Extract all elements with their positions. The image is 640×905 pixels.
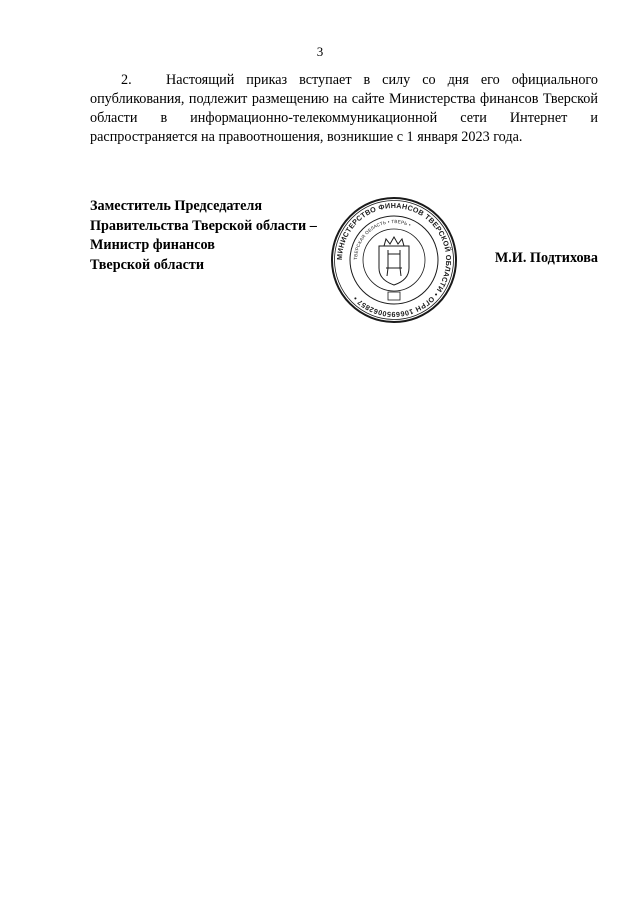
seal-number-box: [388, 292, 400, 300]
order-paragraph: [90, 71, 598, 147]
paragraph-number: 2.: [121, 72, 132, 88]
signer-position-line: Министр финансов: [90, 237, 215, 253]
signer-position-line: Заместитель Председателя: [90, 198, 263, 214]
official-seal: [330, 196, 458, 324]
seal-inner-text: ТВЕРСКАЯ ОБЛАСТЬ • ТВЕРЬ •: [352, 218, 412, 261]
seal-outer-text: МИНИСТЕРСТВО ФИНАНСОВ ТВЕРСКОЙ ОБЛАСТИ • ОГРН 1066950062857 •: [334, 200, 454, 320]
signer-position: [90, 197, 317, 275]
signer-position-line: Правительства Тверской области –: [90, 217, 317, 234]
page-number: 3: [316, 44, 324, 59]
paragraph-text: Настоящий приказ вступает в силу со дня его официального опубликования, подлежит размещению на сайте Министерства финансов Тверской области в информационно-телекоммуникационной сети Интернет и распространяется на правоотношения, возникшие с 1 января 2023 года.: [90, 72, 598, 145]
signer-name: М.И. Подтихова: [494, 250, 598, 266]
signer-position-line: Тверской области: [90, 256, 205, 273]
coat-of-arms-icon: [379, 237, 409, 285]
